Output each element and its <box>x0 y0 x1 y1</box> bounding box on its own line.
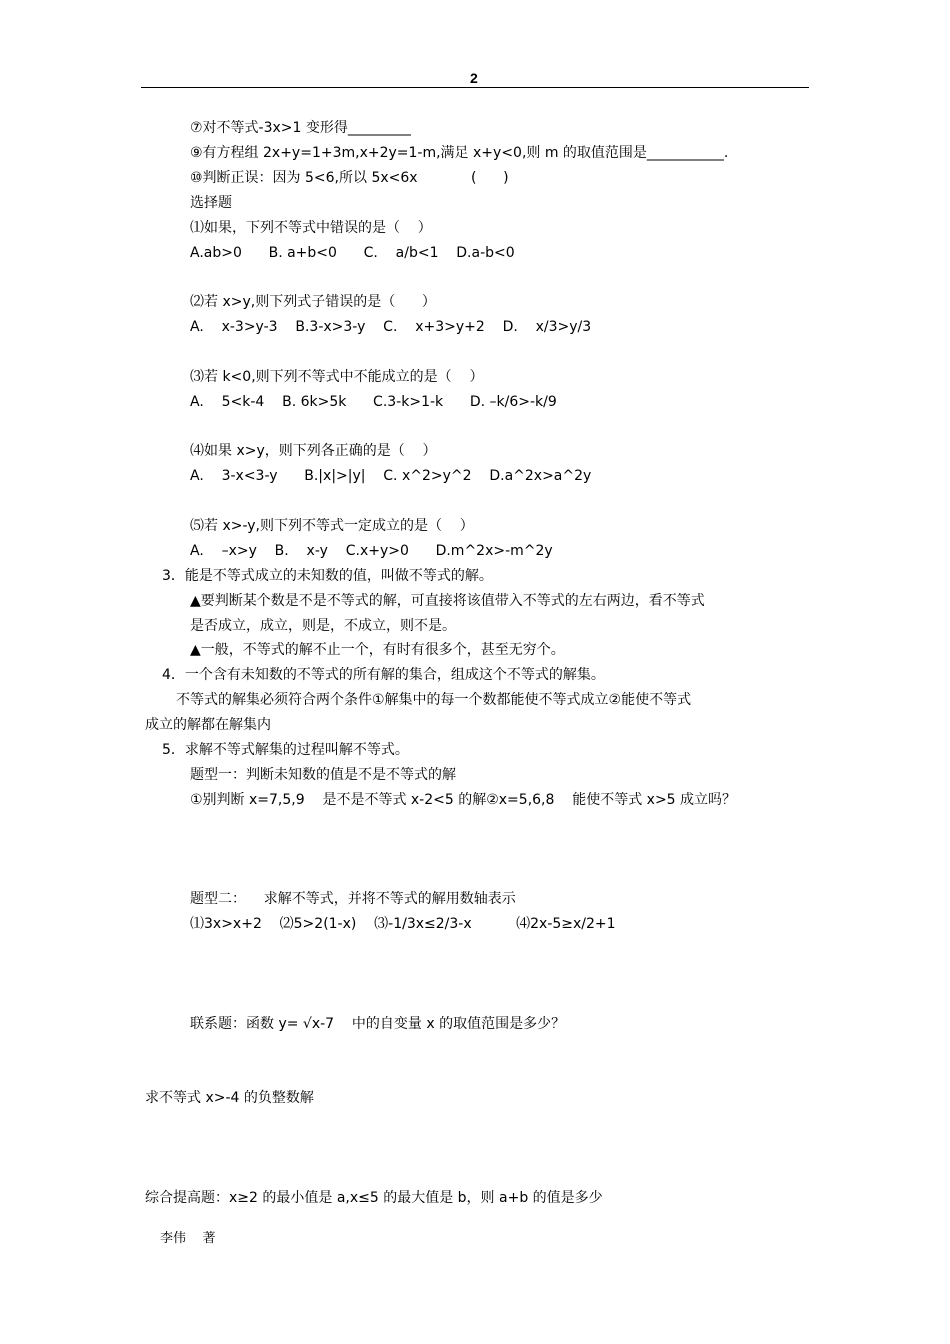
problem-type-1-question: ①别判断 x=7,5,9 是不是不等式 x-2<5 的解②x=5,6,8 能使不等式 x>5 成立吗？ <box>190 792 737 808</box>
negative-integer-question: 求不等式 x>-4 的负整数解 <box>145 1090 314 1106</box>
point-3-note-2: ▲一般，不等式的解不止一个，有时有很多个，甚至无穷个。 <box>190 642 565 658</box>
choice-1-options: A.ab>0 B. a+b<0 C. a/b<1 D.a-b<0 <box>190 245 515 261</box>
point-3-note-1: ▲要判断某个数是不是不等式的解，可直接将该值带入不等式的左右两边，看不等式 <box>190 593 705 609</box>
header-rule <box>141 87 809 88</box>
problem-type-1-title: 题型一：判断未知数的值是不是不等式的解 <box>190 767 456 783</box>
choice-3-options: A. 5<k-4 B. 6k>5k C.3-k>1-k D. –k/6>-k/9 <box>190 394 557 410</box>
point-4: 4．一个含有未知数的不等式的所有解的集合，组成这个不等式的解集。 <box>162 667 605 683</box>
advanced-question: 综合提高题：x≥2 的最小值是 a,x≤5 的最大值是 b，则 a+b 的值是多少 <box>145 1190 603 1206</box>
point-4-note: 不等式的解集必须符合两个条件①解集中的每一个数都能使不等式成立②能使不等式 <box>176 692 692 708</box>
choice-2-options: A. x-3>y-3 B.3-x>3-y C. x+3>y+2 D. x/3>y/3 <box>190 319 592 335</box>
point-4-note-cont: 成立的解都在解集内 <box>145 717 271 733</box>
point-3-note-1-cont: 是否成立，成立，则是，不成立，则不是。 <box>190 618 456 634</box>
choice-2-stem: ⑵若 x>y,则下列式子错误的是（ ） <box>190 294 436 310</box>
section-heading-choice: 选择题 <box>190 195 232 211</box>
choice-1-stem: ⑴如果，下列不等式中错误的是（ ） <box>190 220 432 236</box>
problem-type-2-title: 题型二： 求解不等式，并将不等式的解用数轴表示 <box>190 891 516 907</box>
practice-question: 联系题：函数 y= √x-7 中的自变量 x 的取值范围是多少？ <box>190 1016 566 1032</box>
page-number: 2 <box>470 70 478 86</box>
point-5: 5．求解不等式解集的过程叫解不等式。 <box>162 742 409 758</box>
author-signature: 李伟 著 <box>160 1231 216 1246</box>
question-10: ⑩判断正误：因为 5<6,所以 5x<6x ( ) <box>190 170 509 186</box>
question-7: ⑦对不等式-3x>1 变形得_________ <box>190 120 411 136</box>
choice-5-stem: ⑸若 x>-y,则下列不等式一定成立的是（ ） <box>190 518 474 534</box>
question-9: ⑨有方程组 2x+y=1+3m,x+2y=1-m,满足 x+y<0,则 m 的取值范围是___________. <box>190 145 729 161</box>
choice-4-options: A. 3-x<3-y B.|x|>|y| C. x^2>y^2 D.a^2x>a^2y <box>190 468 592 484</box>
choice-3-stem: ⑶若 k<0,则下列不等式中不能成立的是（ ） <box>190 369 484 385</box>
problem-type-2-items: ⑴3x>x+2 ⑵5>2(1-x) ⑶-1/3x≤2/3-x ⑷2x-5≥x/2+1 <box>190 916 616 932</box>
choice-5-options: A. –x>y B. x-y C.x+y>0 D.m^2x>-m^2y <box>190 543 553 559</box>
choice-4-stem: ⑷如果 x>y，则下列各正确的是（ ） <box>190 443 437 459</box>
point-3: 3．能是不等式成立的未知数的值，叫做不等式的解。 <box>162 568 493 584</box>
